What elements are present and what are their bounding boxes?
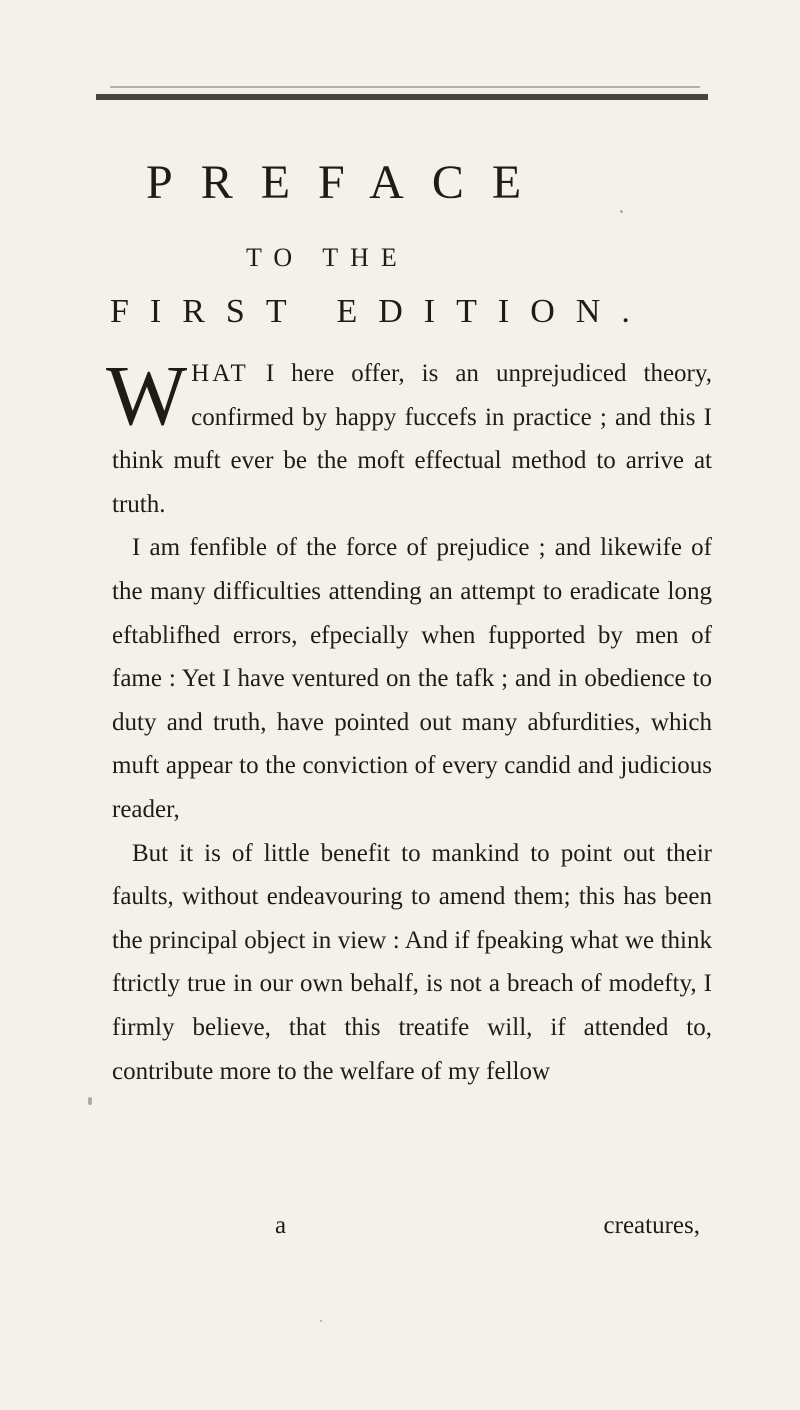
- top-rule: [96, 94, 708, 100]
- opening-caps: HAT: [191, 360, 249, 387]
- preface-body: [106, 347, 712, 1093]
- paper-speck: [88, 1097, 92, 1105]
- signature-mark: a: [275, 1212, 287, 1239]
- edition-heading: FIRST EDITION.: [110, 293, 651, 330]
- catchword: creatures,: [603, 1212, 700, 1239]
- paragraph-1-text: I here offer, is an unprejudiced theory, confirmed by happy fuccefs in practice ; and this I think muft ever be the moft effectual method to arrive at truth.: [112, 360, 712, 518]
- paragraph-3: But it is of little benefit to mankind to point out their faults, without endeavouring to amend them; this has been the principal object in view : And if fpeaking what we think ftrictly true in our own behalf, is not a breach of modefty, I firmly believe, that this treatife will, if attended to, contribute more to the welfare of my fellow: [112, 839, 712, 1085]
- drop-capital: W: [106, 347, 188, 443]
- paragraph-2: I am fenfible of the force of prejudice ; and likewife of the many difficulties attending an attempt to eradicate long eftablifhed errors, efpecially when fupported by men of fame : Yet I have ventured on the tafk ; and in obedience to duty and truth, have pointed out many abfurdities, which muft appear to the conviction of every candid and judicious reader,: [112, 534, 712, 823]
- top-rule-shadow: [110, 86, 700, 88]
- paragraph-1: [106, 347, 712, 526]
- catchline: [275, 1212, 700, 1240]
- paper-speck: [620, 210, 623, 213]
- paper-speck: [320, 1320, 322, 1322]
- page-subtitle: TO THE: [246, 243, 409, 272]
- page-title: PREFACE: [146, 156, 550, 209]
